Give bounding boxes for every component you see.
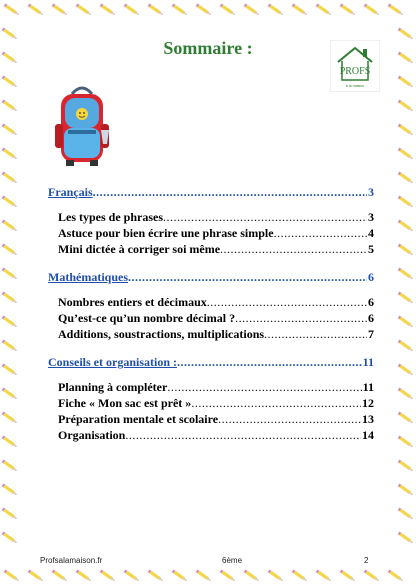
- toc-entry: [58, 327, 374, 341]
- pencil-icon: [244, 570, 260, 582]
- toc-label: Français: [48, 185, 93, 199]
- svg-text:PROFS: PROFS: [339, 66, 371, 77]
- toc-page-number: 6: [368, 295, 374, 309]
- toc-label: Astuce pour bien écrire une phrase simple: [58, 226, 274, 240]
- dot-leader: [274, 226, 367, 240]
- toc-entry: [58, 396, 374, 410]
- pencil-icon: [2, 364, 18, 376]
- pencil-icon: [220, 570, 236, 582]
- dot-leader: [235, 311, 367, 325]
- pencil-icon: [398, 388, 414, 400]
- dot-leader: [177, 355, 362, 369]
- page-title: Sommaire :: [163, 38, 253, 58]
- dot-leader: [220, 242, 367, 256]
- toc-section: [48, 355, 374, 369]
- pencil-icon: [2, 316, 18, 328]
- pencil-icon: [220, 4, 236, 16]
- toc-label: Les types de phrases: [58, 210, 164, 224]
- pencil-icon: [268, 4, 284, 16]
- pencil-icon: [398, 508, 414, 520]
- dot-leader: [167, 380, 361, 394]
- toc-page-number: 11: [362, 380, 374, 394]
- pencil-icon: [398, 412, 414, 424]
- pencil-icon: [4, 570, 20, 582]
- pencil-icon: [292, 570, 308, 582]
- pencil-icon: [398, 220, 414, 232]
- pencil-icon: [2, 340, 18, 352]
- footer-left: Profsalamaison.fr: [40, 556, 103, 565]
- pencil-icon: [2, 244, 18, 256]
- pencil-icon: [172, 570, 188, 582]
- pencil-icon: [398, 316, 414, 328]
- pencil-icon: [2, 436, 18, 448]
- toc-page-number: 7: [368, 327, 374, 341]
- pencil-icon: [2, 484, 18, 496]
- toc-section: [48, 185, 374, 199]
- pencil-icon: [100, 570, 116, 582]
- pencil-icon: [2, 196, 18, 208]
- pencil-icon: [364, 570, 380, 582]
- toc-entry: [58, 242, 374, 256]
- toc-label: Fiche « Mon sac est prêt »: [58, 396, 192, 410]
- toc-label: Qu’est-ce qu’un nombre décimal ?: [58, 311, 236, 325]
- toc-entry: [58, 210, 374, 224]
- dot-leader: [125, 428, 361, 442]
- dot-leader: [191, 396, 361, 410]
- toc-page-number: 6: [368, 311, 374, 325]
- toc-label: Nombres entiers et décimaux: [58, 295, 207, 309]
- toc-label: Additions, soustractions, multiplications: [58, 327, 265, 341]
- pencil-icon: [364, 4, 380, 16]
- pencil-icon: [2, 100, 18, 112]
- pencil-icon: [148, 4, 164, 16]
- pencil-icon: [2, 172, 18, 184]
- pencil-icon: [76, 4, 92, 16]
- pencil-icon: [398, 124, 414, 136]
- pencil-icon: [52, 570, 68, 582]
- pencil-icon: [2, 460, 18, 472]
- pencil-icon: [268, 570, 284, 582]
- pencil-icon: [388, 570, 404, 582]
- pencil-icon: [100, 4, 116, 16]
- toc-label: Organisation: [58, 428, 126, 442]
- toc-page-number: 13: [362, 412, 374, 426]
- backpack-image: [52, 84, 112, 170]
- pencil-icon: [124, 570, 140, 582]
- toc-entry: [58, 226, 374, 240]
- toc-page-number: 14: [362, 428, 374, 442]
- pencil-icon: [340, 4, 356, 16]
- dot-leader: [163, 210, 367, 224]
- pencil-icon: [4, 4, 20, 16]
- footer-page-number: 2: [364, 556, 369, 565]
- toc-page-number: 5: [368, 242, 374, 256]
- pencil-icon: [76, 570, 92, 582]
- footer-center: 6ème: [222, 556, 243, 565]
- dot-leader: [93, 185, 367, 199]
- profs-logo: [330, 40, 380, 92]
- pencil-icon: [52, 4, 68, 16]
- toc-page-number: 6: [368, 270, 374, 284]
- toc-label: Mini dictée à corriger soi même: [58, 242, 221, 256]
- pencil-icon: [2, 76, 18, 88]
- pencil-icon: [398, 244, 414, 256]
- pencil-icon: [172, 4, 188, 16]
- pencil-icon: [398, 484, 414, 496]
- pencil-icon: [388, 4, 404, 16]
- pencil-icon: [2, 268, 18, 280]
- pencil-icon: [398, 340, 414, 352]
- toc-label: Planning à compléter: [58, 380, 168, 394]
- pencil-icon: [196, 570, 212, 582]
- toc-page-number: 4: [368, 226, 374, 240]
- toc-entry: [58, 428, 374, 442]
- pencil-icon: [2, 412, 18, 424]
- pencil-icon: [316, 570, 332, 582]
- dot-leader: [128, 270, 367, 284]
- toc-entry: [58, 380, 374, 394]
- pencil-icon: [28, 4, 44, 16]
- toc-entry: [58, 412, 374, 426]
- toc-label: Conseils et organisation :: [48, 355, 177, 369]
- pencil-icon: [398, 436, 414, 448]
- pencil-icon: [2, 292, 18, 304]
- pencil-icon: [398, 100, 414, 112]
- pencil-icon: [28, 570, 44, 582]
- toc-label: Mathématiques: [48, 270, 128, 284]
- pencil-icon: [196, 4, 212, 16]
- pencil-icon: [398, 292, 414, 304]
- toc-page-number: 11: [362, 355, 374, 369]
- svg-text:à la maison: à la maison: [345, 84, 365, 88]
- dot-leader: [264, 327, 367, 341]
- pencil-icon: [292, 4, 308, 16]
- dot-leader: [218, 412, 361, 426]
- pencil-icon: [2, 508, 18, 520]
- pencil-icon: [340, 570, 356, 582]
- pencil-icon: [398, 172, 414, 184]
- pencil-icon: [2, 220, 18, 232]
- pencil-icon: [316, 4, 332, 16]
- pencil-icon: [124, 4, 140, 16]
- dot-leader: [207, 295, 367, 309]
- toc-entry: [58, 311, 374, 325]
- pencil-icon: [2, 124, 18, 136]
- toc-page-number: 12: [362, 396, 374, 410]
- toc-section: [48, 270, 374, 284]
- pencil-icon: [398, 364, 414, 376]
- pencil-icon: [398, 460, 414, 472]
- toc-page-number: 3: [368, 210, 374, 224]
- pencil-icon: [398, 268, 414, 280]
- pencil-icon: [148, 570, 164, 582]
- toc-label: Préparation mentale et scolaire: [58, 412, 219, 426]
- pencil-icon: [2, 388, 18, 400]
- pencil-icon: [398, 76, 414, 88]
- pencil-icon: [2, 148, 18, 160]
- toc-entry: [58, 295, 374, 309]
- pencil-icon: [244, 4, 260, 16]
- pencil-icon: [398, 532, 414, 544]
- pencil-icon: [398, 148, 414, 160]
- pencil-icon: [2, 532, 18, 544]
- toc-page-number: 3: [368, 185, 374, 199]
- pencil-icon: [398, 196, 414, 208]
